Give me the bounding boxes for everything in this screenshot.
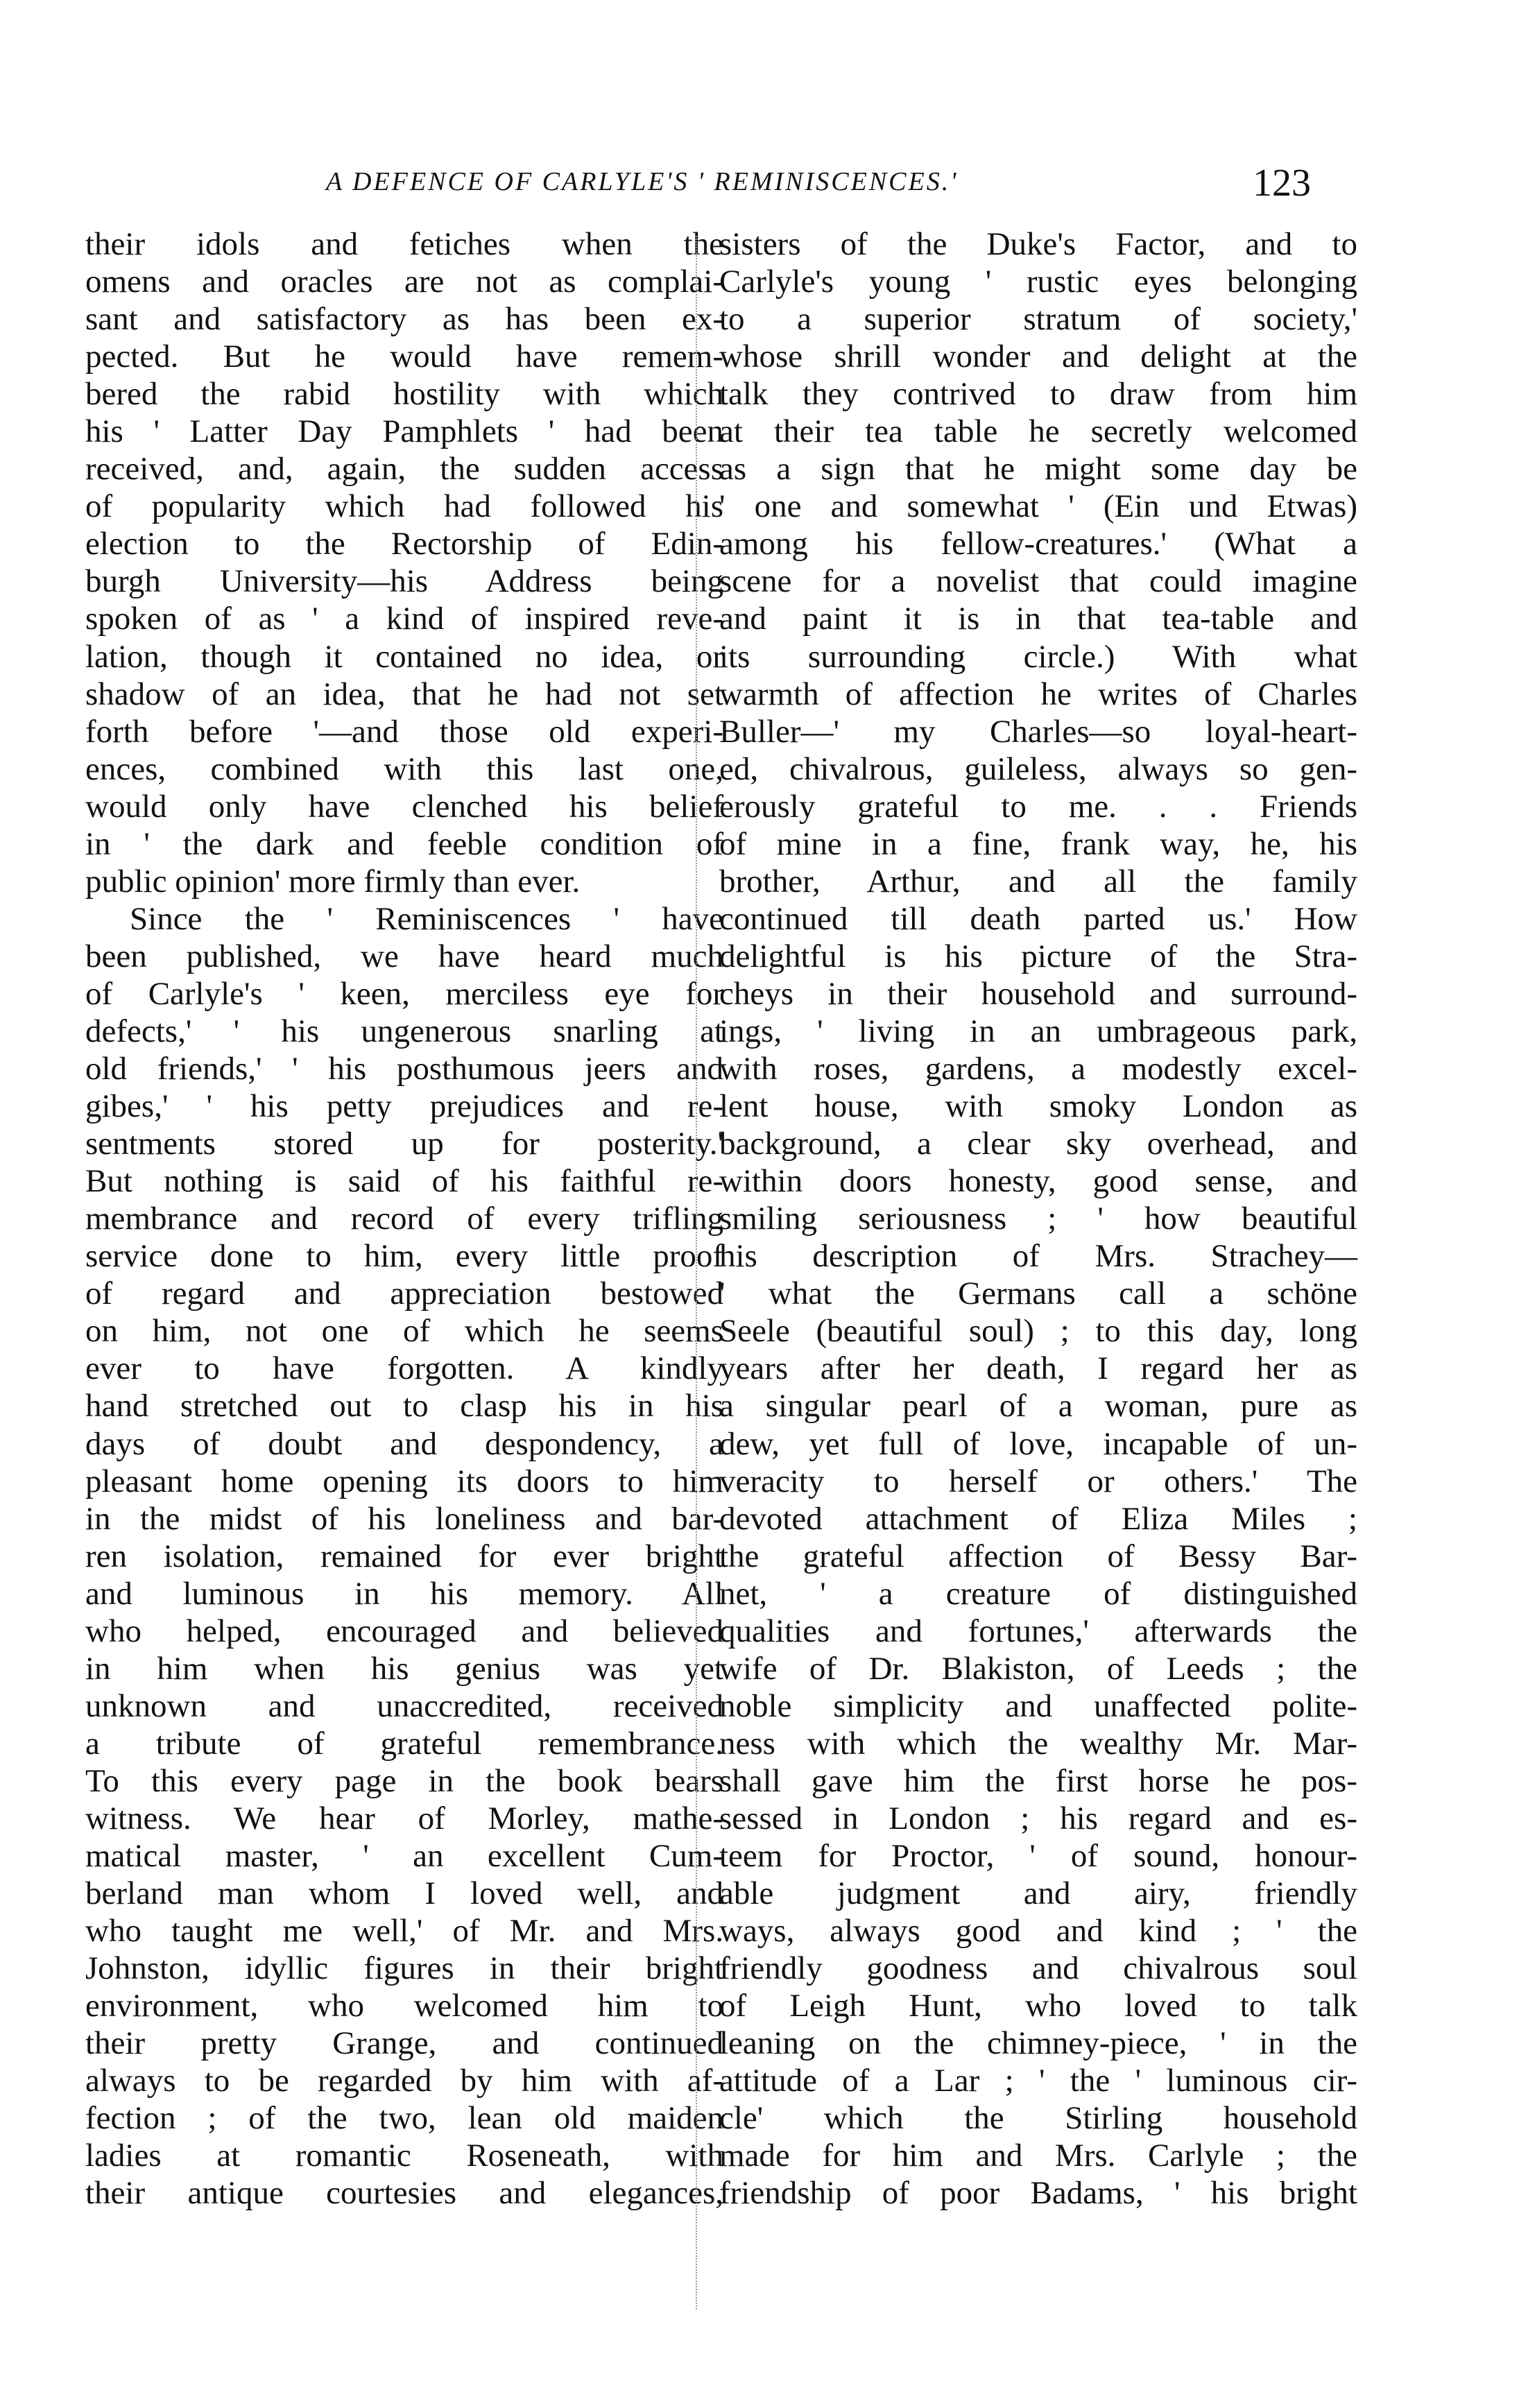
text-line: erously grateful to me. . . Friends	[719, 788, 1357, 825]
text-line: on him, not one of which he seems	[85, 1313, 723, 1350]
text-line: attitude of a Lar ; ' the ' luminous cir-	[719, 2063, 1357, 2099]
text-line: unknown and unaccredited, received	[85, 1687, 723, 1724]
text-line: ren isolation, remained for ever bright	[85, 1538, 723, 1574]
text-line: in the midst of his loneliness and bar-	[85, 1500, 723, 1537]
text-line: bered the rabid hostility with which	[85, 376, 723, 413]
text-line: friendly goodness and chivalrous soul	[719, 1950, 1357, 1987]
text-line: years after her death, I regard her as	[719, 1350, 1357, 1387]
text-line: pected. But he would have remem-	[85, 338, 723, 375]
text-line: their idols and fetiches when the	[85, 226, 723, 262]
text-line: wife of Dr. Blakiston, of Leeds ; the	[719, 1650, 1357, 1687]
text-line: background, a clear sky overhead, and	[719, 1126, 1357, 1162]
text-line: ladies at romantic Roseneath, with	[85, 2138, 723, 2174]
text-line: Buller—' my Charles—so loyal-heart-	[719, 713, 1357, 750]
running-title: A DEFENCE OF CARLYLE'S ' REMINISCENCES.'	[326, 167, 959, 196]
text-line: made for him and Mrs. Carlyle ; the	[719, 2138, 1357, 2174]
text-line: been published, we have heard much	[85, 938, 723, 974]
text-line: of popularity which had followed his	[85, 488, 723, 525]
text-line: gibes,' ' his petty prejudices and re-	[85, 1088, 723, 1125]
text-line: of Carlyle's ' keen, merciless eye for	[85, 975, 723, 1012]
text-line: defects,' ' his ungenerous snarling at	[85, 1013, 723, 1049]
text-line: Johnston, idyllic figures in their bright	[85, 1950, 723, 1987]
running-head	[326, 161, 1311, 209]
text-line: net, ' a creature of distinguished	[719, 1575, 1357, 1612]
text-line: whose shrill wonder and delight at the	[719, 338, 1357, 375]
text-line: Seele (beautiful soul) ; to this day, long	[719, 1313, 1357, 1350]
text-line: sentments stored up for posterity.'	[85, 1126, 723, 1162]
text-line: friendship of poor Badams, ' his bright	[719, 2175, 1357, 2212]
text-line: public opinion' more firmly than ever.	[85, 863, 581, 900]
text-line: dew, yet full of love, incapable of un-	[719, 1425, 1357, 1462]
text-line: its surrounding circle.) With what	[719, 638, 1357, 675]
text-line: election to the Rectorship of Edin-	[85, 526, 723, 562]
text-line: noble simplicity and unaffected polite-	[719, 1687, 1357, 1724]
text-line: ed, chivalrous, guileless, always so gen-	[719, 750, 1357, 787]
text-line: a tribute of grateful remembrance.	[85, 1725, 723, 1762]
text-line: his ' Latter Day Pamphlets ' had been	[85, 413, 723, 450]
text-line: veracity to herself or others.' The	[719, 1463, 1357, 1499]
text-line: hand stretched out to clasp his in his	[85, 1388, 723, 1425]
text-line: warmth of affection he writes of Charles	[719, 676, 1357, 712]
text-line: devoted attachment of Eliza Miles ;	[719, 1500, 1357, 1537]
text-line: of regard and appreciation bestowed	[85, 1275, 723, 1312]
text-line: sessed in London ; his regard and es-	[719, 1800, 1357, 1837]
text-line: teem for Proctor, ' of sound, honour-	[719, 1838, 1357, 1875]
text-line: scene for a novelist that could imagine	[719, 563, 1357, 600]
text-line: shadow of an idea, that he had not set	[85, 676, 723, 712]
text-line: in ' the dark and feeble condition of	[85, 825, 723, 862]
text-line: ever to have forgotten. A kindly	[85, 1350, 723, 1387]
text-line: and paint it is in that tea-table and	[719, 601, 1357, 637]
text-line: of Leigh Hunt, who loved to talk	[719, 1988, 1357, 2024]
text-line: and luminous in his memory. All	[85, 1575, 723, 1612]
text-line: pleasant home opening its doors to him	[85, 1463, 723, 1499]
text-line: spoken of as ' a kind of inspired reve-	[85, 601, 723, 637]
text-line: who taught me well,' of Mr. and Mrs.	[85, 1913, 723, 1950]
text-line: ' what the Germans call a schöne	[719, 1275, 1357, 1312]
text-line: in him when his genius was yet	[85, 1650, 723, 1687]
text-line: continued till death parted us.' How	[719, 900, 1357, 937]
text-line: his description of Mrs. Strachey—	[719, 1238, 1357, 1275]
text-line: ences, combined with this last one,	[85, 750, 723, 787]
text-line: fection ; of the two, lean old maiden	[85, 2100, 723, 2137]
text-line: sisters of the Duke's Factor, and to	[719, 226, 1357, 262]
text-line: talk they contrived to draw from him	[719, 376, 1357, 413]
text-line: always to be regarded by him with af-	[85, 2063, 723, 2099]
text-line: with roses, gardens, a modestly excel-	[719, 1051, 1357, 1087]
text-line: qualities and fortunes,' afterwards the	[719, 1613, 1357, 1649]
text-line: witness. We hear of Morley, mathe-	[85, 1800, 723, 1837]
text-line: membrance and record of every trifling	[85, 1201, 723, 1237]
text-line: their antique courtesies and elegances,	[85, 2175, 723, 2212]
page-number: 123	[1253, 162, 1311, 205]
text-line: shall gave him the first horse he pos-	[719, 1762, 1357, 1799]
text-line: ways, always good and kind ; ' the	[719, 1913, 1357, 1950]
text-line: sant and satisfactory as has been ex-	[85, 301, 723, 338]
text-line: a singular pearl of a woman, pure as	[719, 1388, 1357, 1425]
text-line: ness with which the wealthy Mr. Mar-	[719, 1725, 1357, 1762]
text-line: days of doubt and despondency, a	[85, 1425, 723, 1462]
text-line: omens and oracles are not as complai-	[85, 264, 723, 300]
text-line: lation, though it contained no idea, or	[85, 638, 723, 675]
left-text-column	[85, 225, 723, 2212]
text-line: who helped, encouraged and believed	[85, 1613, 723, 1649]
text-line: of mine in a fine, frank way, he, his	[719, 825, 1357, 862]
right-text-column	[719, 225, 1357, 2212]
column-divider	[696, 236, 697, 2310]
text-line: berland man whom I loved well, and	[85, 1875, 723, 1912]
text-line: smiling seriousness ; ' how beautiful	[719, 1201, 1357, 1237]
text-line: leaning on the chimney-piece, ' in the	[719, 2025, 1357, 2062]
text-line: environment, who welcomed him to	[85, 1988, 723, 2024]
text-line: among his fellow-creatures.' (What a	[719, 526, 1357, 562]
text-line: as a sign that he might some day be	[719, 451, 1357, 488]
text-line: cheys in their household and surround-	[719, 975, 1357, 1012]
text-line: their pretty Grange, and continued	[85, 2025, 723, 2062]
text-line: delightful is his picture of the Stra-	[719, 938, 1357, 974]
text-line: service done to him, every little proof	[85, 1238, 723, 1275]
text-line: would only have clenched his belief	[85, 788, 723, 825]
text-line: Since the ' Reminiscences ' have	[130, 900, 723, 937]
text-line: within doors honesty, good sense, and	[719, 1163, 1357, 1200]
text-line: the grateful affection of Bessy Bar-	[719, 1538, 1357, 1574]
text-line: ' one and somewhat ' (Ein und Etwas)	[719, 488, 1357, 525]
text-line: old friends,' ' his posthumous jeers and	[85, 1051, 723, 1087]
text-line: Carlyle's young ' rustic eyes belonging	[719, 264, 1357, 300]
text-line: at their tea table he secretly welcomed	[719, 413, 1357, 450]
text-line: forth before '—and those old experi-	[85, 713, 723, 750]
text-line: brother, Arthur, and all the family	[719, 863, 1357, 900]
text-line: to a superior stratum of society,'	[719, 301, 1357, 338]
text-line: burgh University—his Address being	[85, 563, 723, 600]
text-line: But nothing is said of his faithful re-	[85, 1163, 723, 1200]
text-line: ings, ' living in an umbrageous park,	[719, 1013, 1357, 1049]
text-line: received, and, again, the sudden access	[85, 451, 723, 488]
text-line: able judgment and airy, friendly	[719, 1875, 1357, 1912]
text-line: matical master, ' an excellent Cum-	[85, 1838, 723, 1875]
text-line: To this every page in the book bears	[85, 1762, 723, 1799]
text-line: lent house, with smoky London as	[719, 1088, 1357, 1125]
text-line: cle' which the Stirling household	[719, 2100, 1357, 2137]
